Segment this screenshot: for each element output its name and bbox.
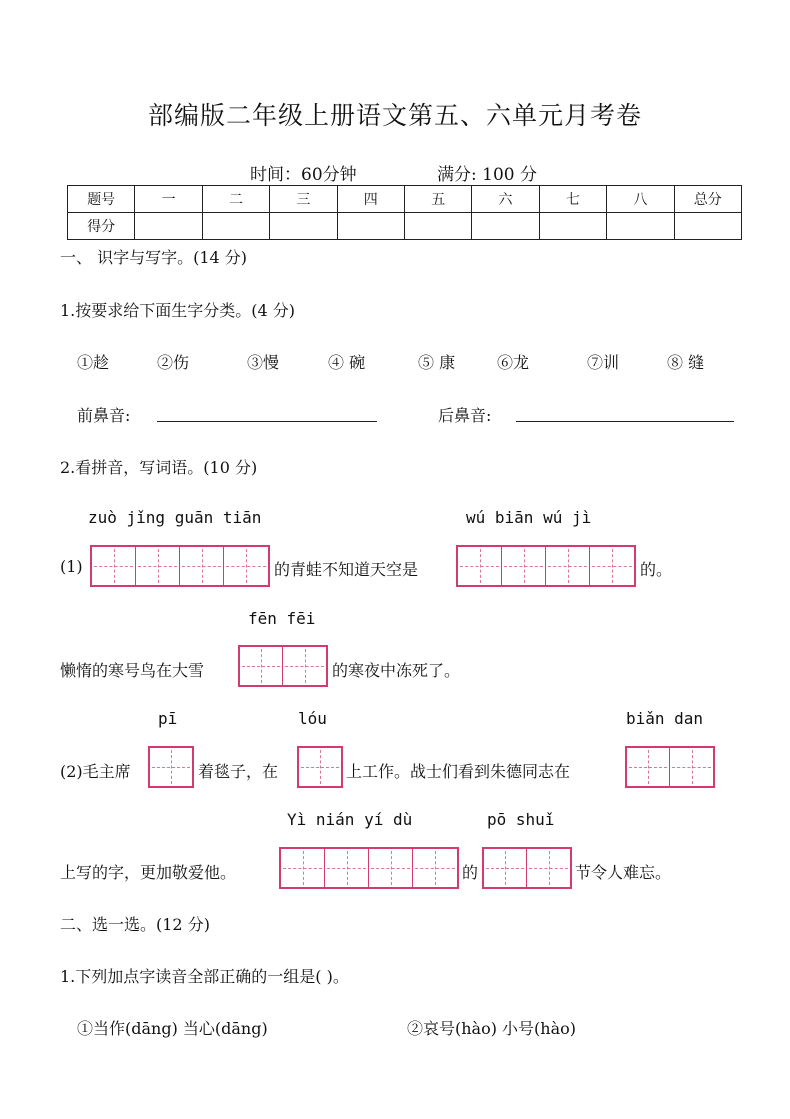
pinyin-fenfei: fēn fēi bbox=[248, 609, 316, 628]
score-table-header-cell: 六 bbox=[472, 186, 539, 213]
section1-heading: 一、 识字与写字。(14 分) bbox=[60, 248, 248, 267]
score-table-header-cell: 一 bbox=[135, 186, 202, 213]
writing-grid-1[interactable] bbox=[297, 746, 343, 788]
sentence3-start: (2)毛主席 bbox=[60, 762, 131, 781]
writing-cell[interactable] bbox=[546, 547, 590, 585]
score-table-header-cell: 八 bbox=[607, 186, 674, 213]
score-table-score-row bbox=[68, 213, 742, 240]
score-table-header-row bbox=[68, 186, 742, 213]
sentence4-middle: 的 bbox=[462, 863, 479, 882]
writing-cell[interactable] bbox=[224, 547, 268, 585]
score-table-header-cell: 题号 bbox=[68, 186, 135, 213]
writing-cell[interactable] bbox=[92, 547, 136, 585]
pinyin-yinianyidu: Yì nián yí dù bbox=[287, 810, 413, 829]
sentence4-start: 上写的字，更加敬爱他。 bbox=[60, 863, 237, 882]
exam-time: 时间：60分钟 bbox=[250, 165, 357, 185]
exam-full-score: 满分: 100 分 bbox=[437, 165, 537, 185]
score-input-cell[interactable] bbox=[404, 213, 471, 240]
option-2: ②哀号(hào) 小号(hào) bbox=[407, 1019, 577, 1038]
option-1: ①当作(dāng) 当心(dāng) bbox=[77, 1019, 268, 1038]
front-nasal-label: 前鼻音: bbox=[77, 406, 131, 425]
section2-q1-prompt: 1.下列加点字读音全部正确的一组是( )。 bbox=[60, 967, 349, 986]
writing-cell[interactable] bbox=[325, 849, 369, 887]
sentence4-end: 节令人难忘。 bbox=[575, 863, 672, 882]
back-nasal-label: 后鼻音: bbox=[438, 406, 492, 425]
score-input-cell[interactable] bbox=[135, 213, 202, 240]
score-table-header-cell: 二 bbox=[202, 186, 269, 213]
score-table-header-cell: 七 bbox=[539, 186, 606, 213]
writing-cell[interactable] bbox=[670, 748, 713, 786]
back-nasal-answer-line[interactable] bbox=[516, 421, 734, 422]
score-table-header-cell: 总分 bbox=[674, 186, 741, 213]
score-input-cell[interactable] bbox=[270, 213, 337, 240]
char-item: ④ 碗 bbox=[328, 353, 366, 372]
writing-cell[interactable] bbox=[281, 849, 325, 887]
score-table bbox=[67, 185, 742, 240]
char-item: ⑤ 康 bbox=[418, 353, 456, 372]
sentence2-start: 懒惰的寒号鸟在大雪 bbox=[60, 661, 205, 680]
pinyin-biandan: biǎn dan bbox=[626, 709, 704, 728]
writing-cell[interactable] bbox=[299, 748, 341, 786]
writing-cell[interactable] bbox=[180, 547, 224, 585]
char-item: ③慢 bbox=[247, 353, 280, 372]
score-table-header-cell: 四 bbox=[337, 186, 404, 213]
writing-grid-2[interactable] bbox=[482, 847, 572, 889]
writing-grid-2[interactable] bbox=[625, 746, 715, 788]
char-item: ⑦训 bbox=[587, 353, 620, 372]
writing-cell[interactable] bbox=[458, 547, 502, 585]
score-input-cell[interactable] bbox=[472, 213, 539, 240]
writing-grid-2[interactable] bbox=[238, 645, 328, 687]
sentence3-middle2: 上工作。战士们看到朱德同志在 bbox=[346, 762, 571, 781]
score-input-cell[interactable] bbox=[337, 213, 404, 240]
score-input-cell[interactable] bbox=[539, 213, 606, 240]
section2-heading: 二、选一选。(12 分) bbox=[60, 915, 210, 934]
score-input-cell[interactable] bbox=[202, 213, 269, 240]
char-item: ②伤 bbox=[157, 353, 190, 372]
pinyin-poshui: pō shuǐ bbox=[487, 810, 555, 829]
writing-grid-1[interactable] bbox=[148, 746, 194, 788]
q2-prompt: 2.看拼音，写词语。(10 分) bbox=[60, 458, 258, 477]
score-table-header-cell: 三 bbox=[270, 186, 337, 213]
char-item: ⑧ 缝 bbox=[667, 353, 705, 372]
writing-grid-4[interactable] bbox=[279, 847, 459, 889]
score-row-label: 得分 bbox=[68, 213, 135, 240]
writing-cell[interactable] bbox=[590, 547, 634, 585]
pinyin-lou: lóu bbox=[298, 709, 327, 728]
sentence1-number: (1) bbox=[60, 557, 83, 576]
front-nasal-answer-line[interactable] bbox=[157, 421, 377, 422]
writing-cell[interactable] bbox=[240, 647, 283, 685]
pinyin-pi: pī bbox=[158, 709, 178, 728]
sentence1-middle: 的青蛙不知道天空是 bbox=[274, 560, 419, 579]
sentence3-middle1: 着毯子，在 bbox=[198, 762, 279, 781]
writing-cell[interactable] bbox=[150, 748, 192, 786]
char-item: ⑥龙 bbox=[497, 353, 530, 372]
pinyin-wubianwuji: wú biān wú jì bbox=[466, 508, 592, 527]
writing-cell[interactable] bbox=[369, 849, 413, 887]
score-input-cell[interactable] bbox=[607, 213, 674, 240]
pinyin-zuojingguantian: zuò jǐng guān tiān bbox=[88, 508, 262, 527]
sentence2-end: 的寒夜中冻死了。 bbox=[332, 661, 461, 680]
writing-cell[interactable] bbox=[627, 748, 670, 786]
writing-cell[interactable] bbox=[484, 849, 527, 887]
writing-cell[interactable] bbox=[413, 849, 457, 887]
score-input-cell[interactable] bbox=[674, 213, 741, 240]
q1-prompt: 1.按要求给下面生字分类。(4 分) bbox=[60, 301, 296, 320]
score-table-header-cell: 五 bbox=[404, 186, 471, 213]
writing-cell[interactable] bbox=[502, 547, 546, 585]
writing-cell[interactable] bbox=[283, 647, 326, 685]
page-title: 部编版二年级上册语文第五、六单元月考卷 bbox=[147, 101, 642, 130]
char-item: ①趁 bbox=[77, 353, 110, 372]
sentence1-end: 的。 bbox=[640, 560, 673, 579]
writing-grid-4[interactable] bbox=[456, 545, 636, 587]
writing-grid-4[interactable] bbox=[90, 545, 270, 587]
writing-cell[interactable] bbox=[527, 849, 570, 887]
writing-cell[interactable] bbox=[136, 547, 180, 585]
